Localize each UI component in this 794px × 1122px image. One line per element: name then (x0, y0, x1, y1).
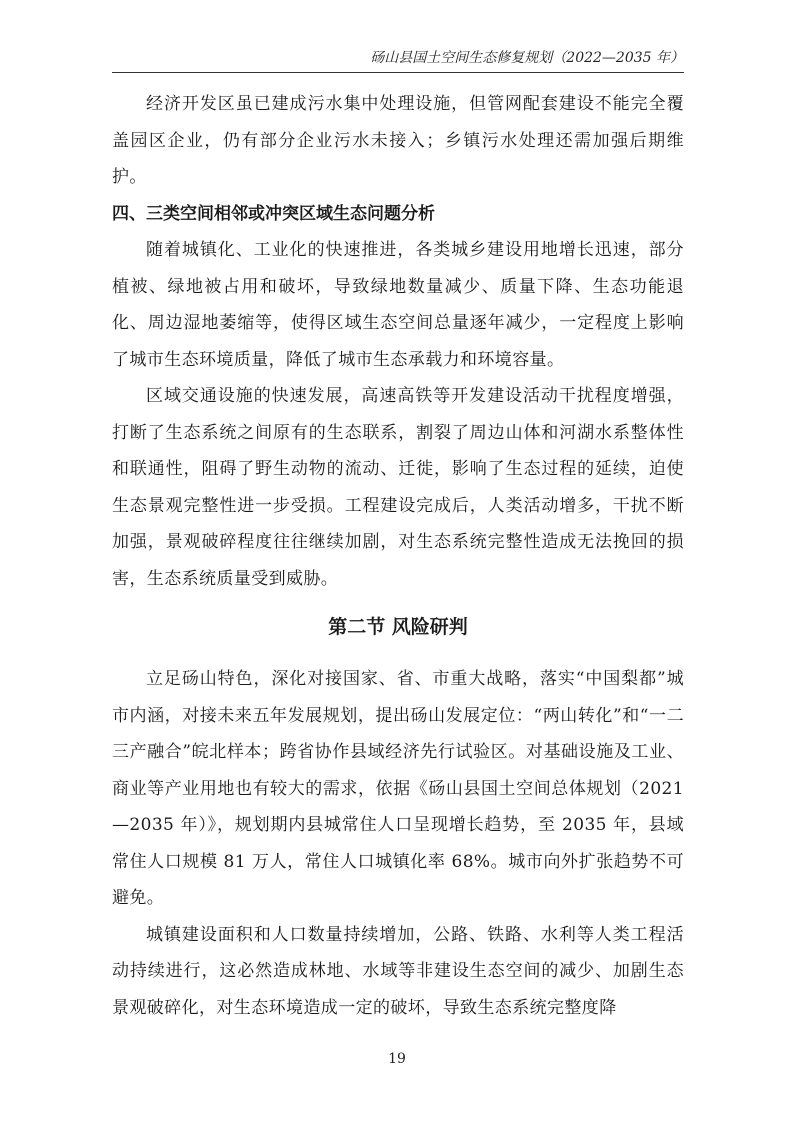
paragraph-urbanization: 随着城镇化、工业化的快速推进，各类城乡建设用地增长迅速，部分植被、绿地被占用和破坏，导致绿地数量减少、质量下降、生态功能退化、周边湿地萎缩等，使得区域生态空间总量逐年减少，一定程度上影响了城市生态环境质量，降低了城市生态承载力和环境容量。 (112, 240, 684, 370)
document-body (112, 86, 684, 1026)
running-header: 砀山县国土空间生态修复规划（2022—2035 年） (370, 50, 684, 66)
header-rule (112, 72, 684, 73)
paragraph-positioning: 立足砀山特色，深化对接国家、省、市重大战略，落实“中国梨都”城市内涵，对接未来五年发展规划，提出砀山发展定位：“两山转化”和“一二三产融合”皖北样本；跨省协作县域经济先行试验区。对基础设施及工业、商业等产业用地也有较大的需求，依据《砀山县国土空间总体规划（2021—2035 年）》，规划期内县城常住人口呈现增长趋势，至 2035 年，县域常住人口规模 81 万人，常住人口城镇化率 68%。城市向外扩张趋势不可避免。 (112, 669, 684, 908)
paragraph-transport: 区域交通设施的快速发展，高速高铁等开发建设活动干扰程度增强，打断了生态系统之间原有的生态联系，割裂了周边山体和河湖水系整体性和联通性，阻碍了野生动物的流动、迁徙，影响了生态过程的延续，迫使生态景观完整性进一步受损。工程建设完成后，人类活动增多，干扰不断加强，景观破碎程度往往继续加剧，对生态系统完整性造成无法挽回的损害，生态系统质量受到威胁。 (112, 386, 684, 589)
section-title: 第二节 风险研判 (328, 616, 468, 638)
page-number: 19 (388, 1051, 406, 1067)
paragraph-construction: 城镇建设面积和人口数量持续增加，公路、铁路、水利等人类工程活动持续进行，这必然造成林地、水域等非建设生态空间的减少、加剧生态景观破碎化，对生态环境造成一定的破坏，导致生态系统完整度降 (112, 924, 684, 1018)
subheading-four: 四、三类空间相邻或冲突区域生态问题分析 (112, 203, 435, 224)
paragraph-sewage: 经济开发区虽已建成污水集中处理设施，但管网配套建设不能完全覆盖园区企业，仍有部分企业污水未接入；乡镇污水处理还需加强后期维护。 (112, 94, 684, 187)
